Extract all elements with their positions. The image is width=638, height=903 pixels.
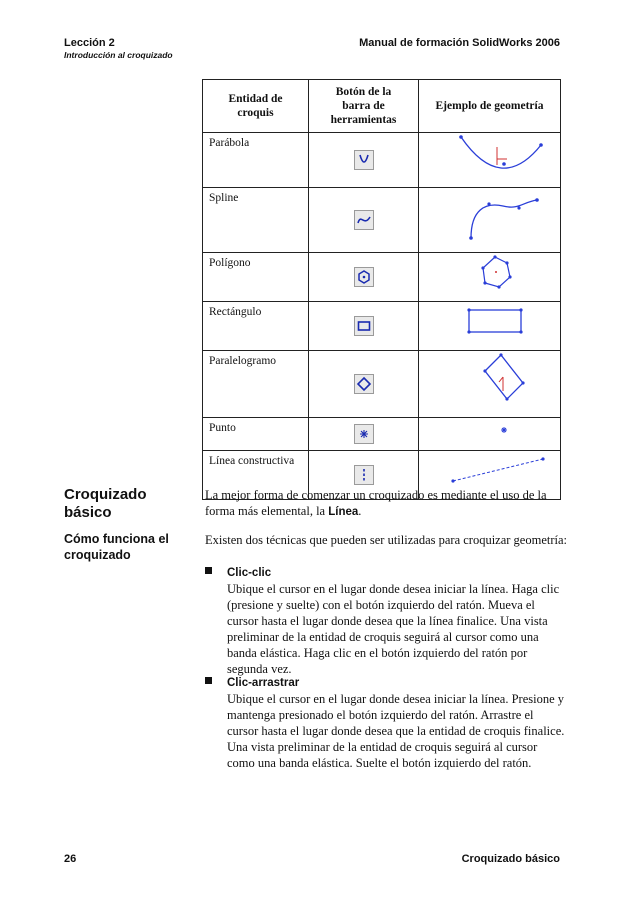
entity-name: Línea constructiva: [203, 451, 309, 500]
parallelogram-icon: [354, 374, 374, 394]
polygon-example: [419, 253, 559, 293]
bullet-icon: [205, 677, 212, 684]
sketch-entities-table: [202, 79, 561, 500]
parallelogram-example: [419, 351, 559, 409]
entity-name: Punto: [203, 418, 309, 451]
table-row: [203, 351, 561, 418]
entity-name: Paralelogramo: [203, 351, 309, 418]
section2-intro: Existen dos técnicas que pueden ser utilizadas para croquizar geometría:: [205, 533, 568, 547]
list-item: [205, 675, 567, 771]
polygon-icon: [354, 267, 374, 287]
point-icon: [354, 424, 374, 444]
entity-name: Rectángulo: [203, 302, 309, 351]
section1-paragraph: La mejor forma de comenzar un croquizado es mediante el uso de la forma más elemental, la Línea.: [205, 488, 547, 518]
lesson-subtitle: Introducción al croquizado: [64, 50, 173, 60]
rectangle-icon: [354, 316, 374, 336]
point-example: [419, 418, 559, 442]
table-header-row: [203, 80, 561, 133]
table-row: [203, 188, 561, 253]
bullet-icon: [205, 567, 212, 574]
manual-title: Manual de formación SolidWorks 2006: [359, 37, 560, 49]
section-heading-how: Cómo funciona el croquizado: [64, 532, 169, 562]
page-header-left: [64, 37, 173, 60]
entity-name: Spline: [203, 188, 309, 253]
spline-example: [419, 188, 559, 244]
bullet-title: Clic-arrastrar: [227, 677, 300, 689]
list-item: [205, 565, 567, 677]
col-header-example: Ejemplo de geometría: [419, 80, 561, 133]
table-row: [203, 418, 561, 451]
entity-name: Parábola: [203, 133, 309, 188]
entity-name: Polígono: [203, 253, 309, 302]
parabola-example: [419, 133, 559, 179]
footer-section: Croquizado básico: [461, 853, 560, 865]
lesson-label: Lección 2: [64, 37, 115, 49]
table-row: [203, 302, 561, 351]
construction-line-example: [419, 451, 559, 491]
page-number: 26: [64, 853, 77, 865]
bullet-text: Ubique el cursor en el lugar donde desea iniciar la línea. Haga clic (presione y suelte) con el botón izquierdo del ratón. Mueva el cursor hasta el lugar donde desea que la línea finalice. Una vista preliminar de la entidad de croquis seguirá al cursor como una banda elástica. Haga clic en el botón izquierdo del ratón por segunda vez.: [227, 582, 560, 676]
col-header-button: Botón de la barra de herramientas: [309, 80, 419, 133]
table-row: [203, 133, 561, 188]
line-term: Línea: [328, 506, 359, 518]
parabola-icon: [354, 150, 374, 170]
bullet-text: Ubique el cursor en el lugar donde desea iniciar la línea. Presione y mantenga presionado el botón izquierdo del ratón. Arrastre el cursor hasta el lugar donde desea que la entidad de croquis finalice. Una vista preliminar de la entidad de croquis seguirá al cursor como una banda elástica. Suelte el botón izquierdo del ratón.: [227, 692, 565, 770]
section-heading-basic: Croquizado básico: [64, 486, 147, 521]
construction-line-icon: [354, 465, 374, 485]
table-row: [203, 253, 561, 302]
bullet-title: Clic-clic: [227, 567, 272, 579]
spline-icon: [354, 210, 374, 230]
col-header-entity: Entidad de croquis: [203, 80, 309, 133]
rectangle-example: [419, 302, 559, 342]
